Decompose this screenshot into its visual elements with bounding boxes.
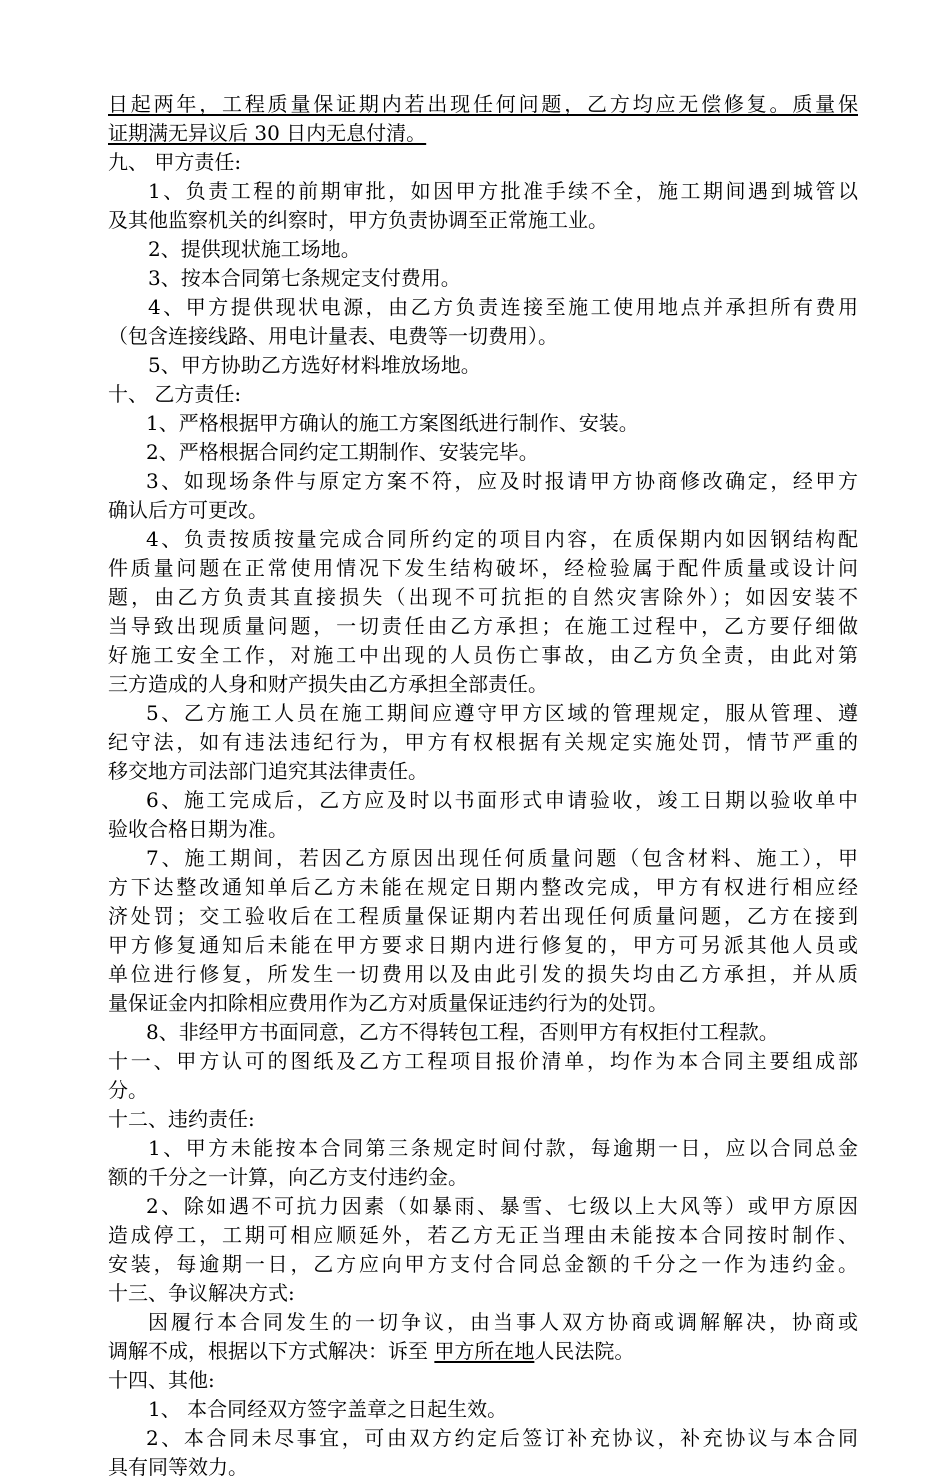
text-line-content: 十四、其他: bbox=[108, 1368, 215, 1392]
text-line-content: 1、 本合同经双方签字盖章之日起生效。 bbox=[148, 1397, 508, 1421]
text-line-content: 6、施工完成后，乙方应及时以书面形式申请验收，竣工日期以验收单中 bbox=[146, 788, 858, 812]
text-line-content: 调解不成，根据以下方式解决：诉至 bbox=[108, 1339, 435, 1363]
text-line-content: 单位进行修复，所发生一切费用以及由此引发的损失均由乙方承担，并从质 bbox=[108, 962, 858, 986]
text-line-content: 十、 乙方责任: bbox=[108, 382, 242, 406]
text-line bbox=[108, 148, 858, 177]
text-line bbox=[108, 438, 858, 467]
text-line-content: （包含连接线路、用电计量表、电费等一切费用）。 bbox=[108, 324, 558, 348]
text-line bbox=[108, 90, 858, 119]
text-line-content: 证期满无异议后 30 日内无息付清。 bbox=[108, 121, 427, 145]
text-line-content: 额的千分之一计算，向乙方支付违约金。 bbox=[108, 1165, 468, 1189]
text-line-content: 7、施工期间，若因乙方原因出现任何质量问题（包含材料、施工），甲 bbox=[146, 846, 858, 870]
text-line bbox=[108, 1453, 858, 1482]
text-line-content: 1、甲方未能按本合同第三条规定时间付款，每逾期一日，应以合同总金 bbox=[148, 1136, 858, 1160]
text-line-content: 4、甲方提供现状电源，由乙方负责连接至施工使用地点并承担所有费用 bbox=[148, 295, 858, 319]
text-line-content: 造成停工，工期可相应顺延外，若乙方无正当理由未能按本合同按时制作、 bbox=[108, 1223, 858, 1247]
text-line bbox=[108, 757, 858, 786]
text-line bbox=[108, 786, 858, 815]
text-line bbox=[108, 293, 858, 322]
text-line bbox=[108, 1134, 858, 1163]
text-line-content: 量保证金内扣除相应费用作为乙方对质量保证违约行为的处罚。 bbox=[108, 991, 668, 1015]
text-line bbox=[108, 844, 858, 873]
text-line-content: 验收合格日期为准。 bbox=[108, 817, 288, 841]
text-line-content: 2、严格根据合同约定工期制作、安装完毕。 bbox=[146, 440, 539, 464]
text-line bbox=[108, 612, 858, 641]
text-line-content: 5、乙方施工人员在施工期间应遵守甲方区域的管理规定，服从管理、遵 bbox=[146, 701, 858, 725]
text-line bbox=[108, 583, 858, 612]
text-line-content: 8、非经甲方书面同意，乙方不得转包工程，否则甲方有权拒付工程款。 bbox=[146, 1020, 779, 1044]
text-line-content: 3、如现场条件与原定方案不符，应及时报请甲方协商修改确定，经甲方 bbox=[146, 469, 858, 493]
text-line-content: 5、甲方协助乙方选好材料堆放场地。 bbox=[148, 353, 481, 377]
contract-page-body bbox=[108, 90, 858, 1482]
text-line bbox=[108, 1076, 858, 1105]
text-line-content: 日起两年，工程质量保证期内若出现任何问题，乙方均应无偿修复。质量保 bbox=[108, 92, 858, 116]
text-line bbox=[108, 1337, 858, 1366]
text-line-content: 及其他监察机关的纠察时，甲方负责协调至正常施工业。 bbox=[108, 208, 608, 232]
text-line-content: 3、按本合同第七条规定支付费用。 bbox=[148, 266, 461, 290]
court-location-underlined: 甲方所在地 bbox=[434, 1339, 535, 1363]
text-line-content: 2、本合同未尽事宜，可由双方约定后签订补充协议，补充协议与本合同 bbox=[146, 1426, 858, 1450]
text-line bbox=[108, 235, 858, 264]
text-line-content: 2、除如遇不可抗力因素（如暴雨、暴雪、七级以上大风等）或甲方原因 bbox=[146, 1194, 858, 1218]
text-line bbox=[108, 670, 858, 699]
text-line bbox=[108, 525, 858, 554]
text-line bbox=[108, 1395, 858, 1424]
text-line-content: 2、提供现状施工场地。 bbox=[148, 237, 361, 261]
text-line-content: 安装，每逾期一日，乙方应向甲方支付合同总金额的千分之一作为违约金。 bbox=[108, 1252, 858, 1276]
text-line bbox=[108, 380, 858, 409]
text-line-content: 济处罚；交工验收后在工程质量保证期内若出现任何质量问题，乙方在接到 bbox=[108, 904, 858, 928]
text-line-content: 方下达整改通知单后乙方未能在规定日期内整改完成，甲方有权进行相应经 bbox=[108, 875, 858, 899]
text-line bbox=[108, 699, 858, 728]
text-line-content: 因履行本合同发生的一切争议，由当事人双方协商或调解解决，协商或 bbox=[148, 1310, 858, 1334]
text-line-content: 移交地方司法部门追究其法律责任。 bbox=[108, 759, 428, 783]
text-line-content: 1、严格根据甲方确认的施工方案图纸进行制作、安装。 bbox=[146, 411, 639, 435]
text-line-content: 十三、争议解决方式: bbox=[108, 1281, 295, 1305]
text-line bbox=[108, 351, 858, 380]
text-line-content: 题，由乙方负责其直接损失（出现不可抗拒的自然灾害除外）；如因安装不 bbox=[108, 585, 858, 609]
text-line bbox=[108, 728, 858, 757]
text-line-content: 好施工安全工作，对施工中出现的人员伤亡事故，由乙方负全责，由此对第 bbox=[108, 643, 858, 667]
text-line bbox=[108, 554, 858, 583]
text-line bbox=[108, 1047, 858, 1076]
text-line bbox=[108, 815, 858, 844]
text-line bbox=[108, 206, 858, 235]
text-line-content: 九、 甲方责任: bbox=[108, 150, 242, 174]
text-line bbox=[108, 1018, 858, 1047]
text-line-content: 纪守法，如有违法违纪行为，甲方有权根据有关规定实施处罚，情节严重的 bbox=[108, 730, 858, 754]
text-line bbox=[108, 1221, 858, 1250]
text-line bbox=[108, 873, 858, 902]
text-line bbox=[108, 264, 858, 293]
text-line bbox=[108, 1163, 858, 1192]
text-line bbox=[108, 467, 858, 496]
text-line bbox=[108, 1308, 858, 1337]
text-line bbox=[108, 960, 858, 989]
text-line bbox=[108, 322, 858, 351]
text-line-content: 甲方修复通知后未能在甲方要求日期内进行修复的，甲方可另派其他人员或 bbox=[108, 933, 858, 957]
text-line bbox=[108, 177, 858, 206]
text-line bbox=[108, 902, 858, 931]
text-line-content: 件质量问题在正常使用情况下发生结构破坏，经检验属于配件质量或设计问 bbox=[108, 556, 858, 580]
text-line-content: 十二、违约责任: bbox=[108, 1107, 255, 1131]
text-line-content: 1、负责工程的前期审批，如因甲方批准手续不全，施工期间遇到城管以 bbox=[148, 179, 858, 203]
text-line-content: 具有同等效力。 bbox=[108, 1455, 248, 1479]
text-line bbox=[108, 1279, 858, 1308]
text-line-content: 4、负责按质按量完成合同所约定的项目内容，在质保期内如因钢结构配 bbox=[146, 527, 858, 551]
text-line-content: 十一、甲方认可的图纸及乙方工程项目报价清单，均作为本合同主要组成部 bbox=[108, 1049, 858, 1073]
text-line-content: 三方造成的人身和财产损失由乙方承担全部责任。 bbox=[108, 672, 548, 696]
text-line-tail: 人民法院。 bbox=[534, 1339, 635, 1363]
text-line bbox=[108, 1250, 858, 1279]
text-line-content: 确认后方可更改。 bbox=[108, 498, 268, 522]
text-line bbox=[108, 1192, 858, 1221]
text-line bbox=[108, 989, 858, 1018]
text-line-content: 当导致出现质量问题，一切责任由乙方承担；在施工过程中，乙方要仔细做 bbox=[108, 614, 858, 638]
text-line bbox=[108, 1366, 858, 1395]
text-line-content: 分。 bbox=[108, 1078, 148, 1102]
text-line bbox=[108, 409, 858, 438]
text-line bbox=[108, 119, 858, 148]
text-line bbox=[108, 1424, 858, 1453]
text-line bbox=[108, 1105, 858, 1134]
text-line bbox=[108, 931, 858, 960]
text-line bbox=[108, 641, 858, 670]
text-line bbox=[108, 496, 858, 525]
